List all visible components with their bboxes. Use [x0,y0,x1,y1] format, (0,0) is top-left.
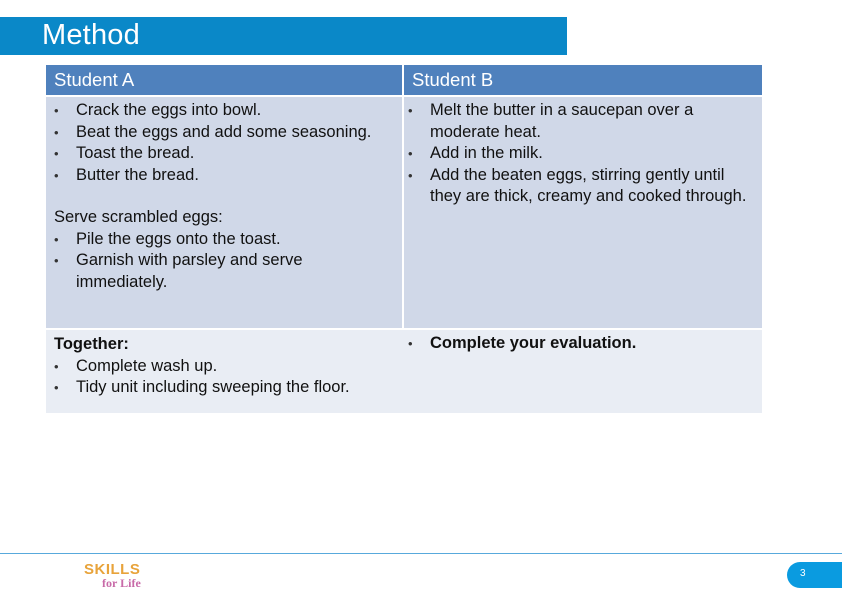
page-number: 3 [800,568,806,579]
serve-heading: Serve scrambled eggs: [54,208,223,226]
page-title: Method [42,19,140,51]
list-item: • Toast the bread. [54,144,195,162]
skills-for-life-logo [84,561,160,589]
together-cell [46,329,403,413]
evaluation-cell [403,329,762,413]
list-item: • Complete your evaluation. [408,334,637,352]
list-item: • Butter the bread. [54,165,199,184]
table-header-row [46,65,762,96]
list-item: • Add in the milk. [408,144,543,162]
logo-line2: for Life [102,576,141,589]
table-row [46,329,762,413]
together-steps [54,356,396,399]
student-a-steps [54,100,396,186]
footer-divider [0,553,842,554]
table-row [46,96,762,329]
list-item: • Tidy unit including sweeping the floor. [54,378,350,396]
list-item: • Garnish with parsley and serve immediately. [54,251,303,291]
method-table [46,65,762,413]
serve-steps [54,229,396,294]
header-student-b: Student B [403,65,762,96]
logo-line1: SKILLS [84,561,141,578]
title-bar [0,17,567,55]
list-item: • Melt the butter in a saucepan over a moderate heat. [408,101,694,141]
student-b-cell [403,96,762,329]
list-item: • Pile the eggs onto the toast. [54,229,281,248]
spacer [54,186,396,207]
header-student-a: Student A [46,65,403,96]
student-a-cell [46,96,403,329]
evaluation-steps [408,333,756,355]
student-b-steps [408,100,756,208]
together-heading: Together: [54,335,129,353]
list-item: • Beat the eggs and add some seasoning. [54,122,372,141]
list-item: • Add the beaten eggs, stirring gently until they are thick, creamy and cooked through. [408,165,747,205]
page-number-badge [787,562,842,588]
list-item: • Crack the eggs into bowl. [54,101,262,119]
list-item: • Complete wash up. [54,356,218,375]
